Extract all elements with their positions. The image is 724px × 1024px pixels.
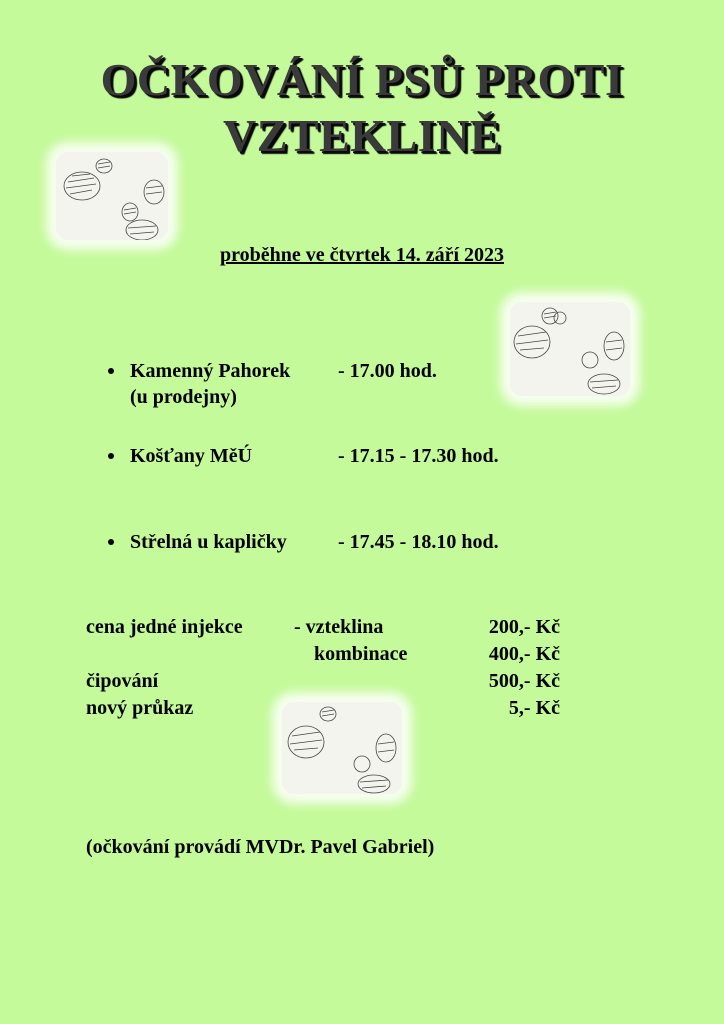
bullet-icon <box>108 453 114 459</box>
bullet-icon <box>108 539 114 545</box>
location-time: - 17.15 - 17.30 hod. <box>338 445 499 467</box>
bullet-icon <box>108 368 114 374</box>
passport-price: 5,- Kč <box>508 697 560 719</box>
chip-price: 500,- Kč <box>488 670 560 692</box>
title-line-1: OČKOVÁNÍ PSŮ PROTI <box>100 54 624 105</box>
passport-label: nový průkaz <box>86 697 194 719</box>
vet-note: (očkování provádí MVDr. Pavel Gabriel) <box>86 836 435 858</box>
page-title <box>0 52 724 164</box>
title-line-2: VZTEKLINĚ <box>222 110 502 161</box>
combo-price: 400,- Kč <box>488 643 560 665</box>
paw-prints-icon <box>510 302 630 396</box>
event-date: proběhne ve čtvrtek 14. září 2023 <box>219 244 505 266</box>
paw-prints-icon <box>56 152 168 240</box>
rabies-price: 200,- Kč <box>488 616 560 638</box>
location-note: (u prodejny) <box>130 386 237 408</box>
combo-label: kombinace <box>314 643 408 665</box>
chip-label: čipování <box>86 670 159 692</box>
paw-prints-icon <box>282 702 402 794</box>
location-time: - 17.45 - 18.10 hod. <box>338 531 499 553</box>
rabies-label: - vzteklina <box>294 616 384 638</box>
location-name: Kamenný Pahorek <box>130 360 291 382</box>
location-time: - 17.00 hod. <box>338 360 437 382</box>
location-name: Košťany MěÚ <box>130 445 253 467</box>
injection-label: cena jedné injekce <box>86 616 243 638</box>
location-name: Střelná u kapličky <box>130 531 287 553</box>
